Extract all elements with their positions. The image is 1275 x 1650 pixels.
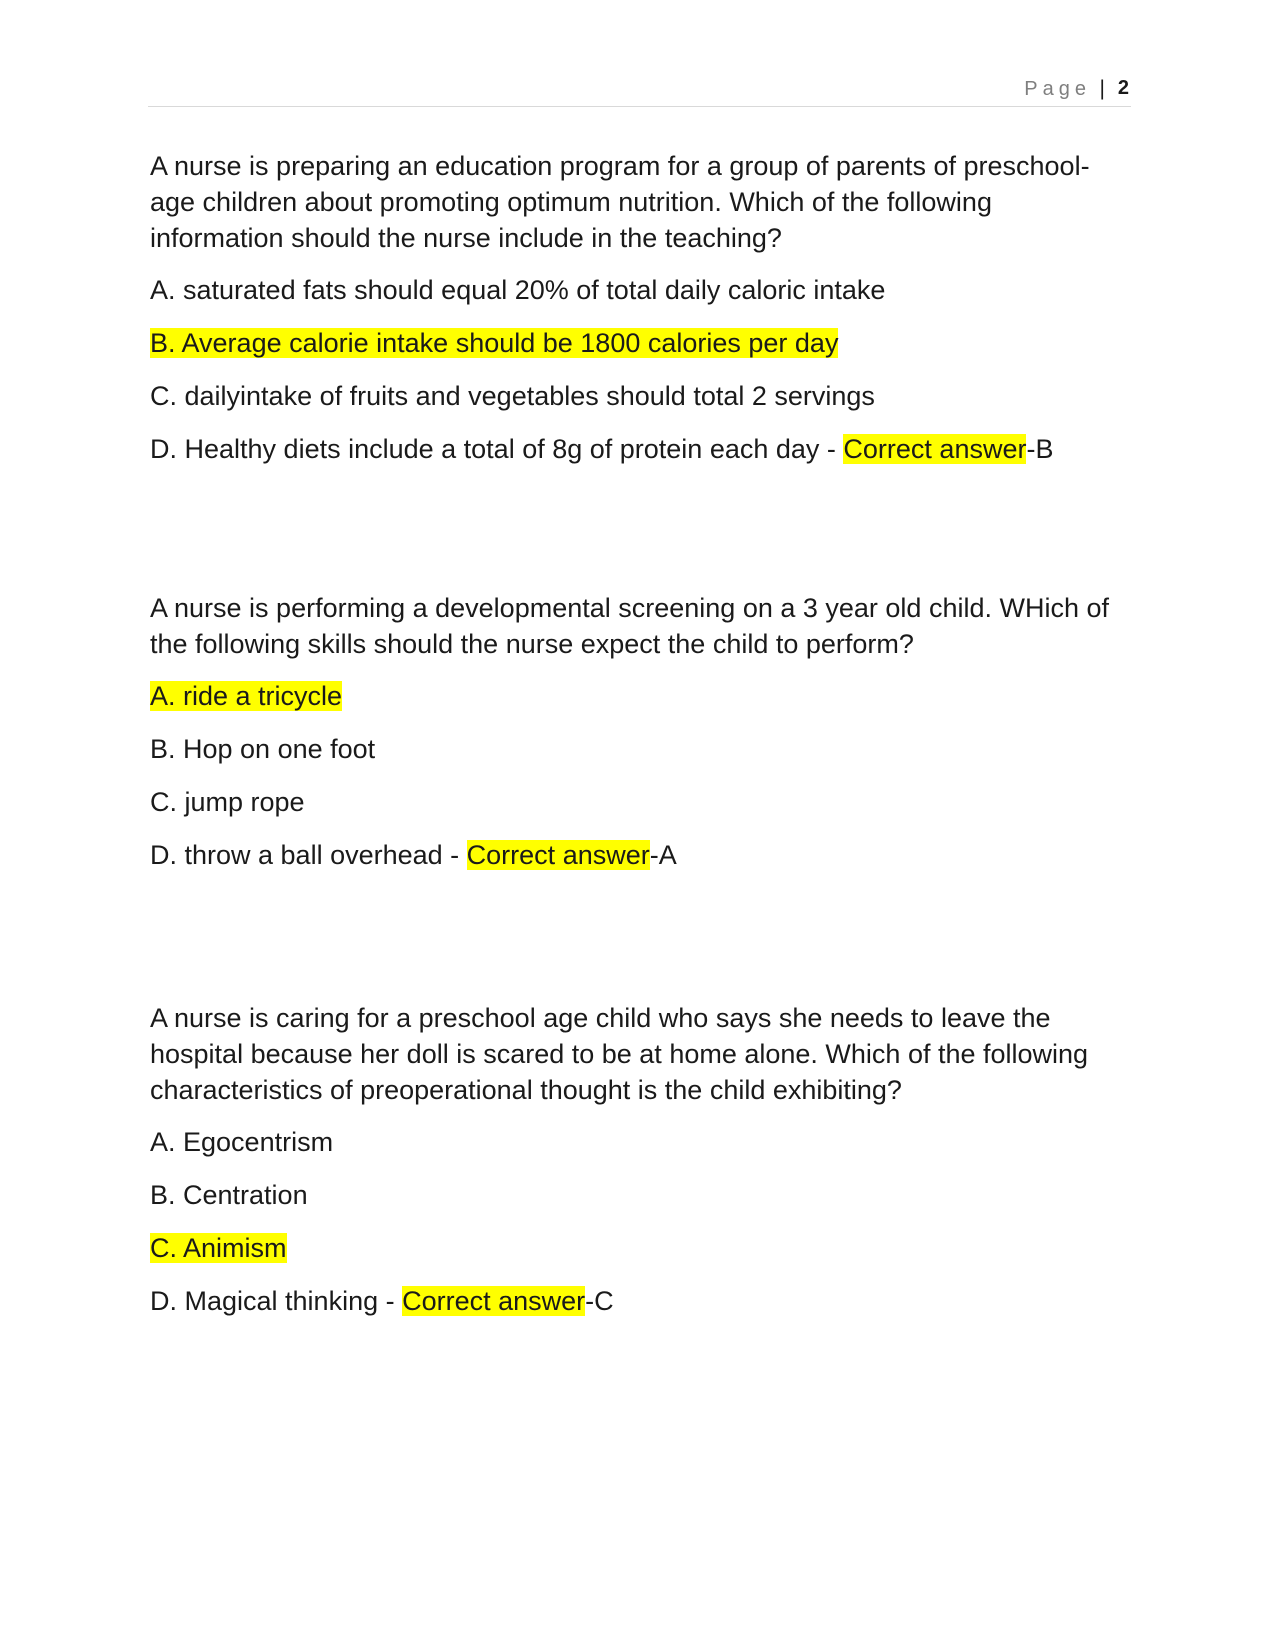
question-stem: A nurse is caring for a preschool age child who says she needs to leave the hospital because her doll is scared to be at home alone. Which of the following characteristics of preoperational thought is the child exhibiting? — [150, 1003, 1089, 1105]
option-b — [150, 1177, 1130, 1213]
spacer — [150, 484, 1130, 590]
option-text: C. dailyintake of fruits and vegetables should total 2 servings — [150, 381, 875, 411]
question-2 — [150, 590, 1130, 873]
option-text: B. Hop on one foot — [150, 734, 376, 764]
page-separator: | — [1099, 77, 1105, 100]
question-3 — [150, 1000, 1130, 1319]
option-b — [150, 325, 1130, 361]
question-1 — [150, 148, 1130, 467]
option-a — [150, 272, 1130, 308]
option-a — [150, 1124, 1130, 1160]
correct-answer-value: -C — [585, 1286, 614, 1316]
option-text: B. Centration — [150, 1180, 308, 1210]
option-a — [150, 678, 1130, 714]
option-text-highlighted: B. Average calorie intake should be 1800 calories per day — [150, 328, 839, 358]
option-text: C. jump rope — [150, 787, 305, 817]
correct-answer-value: -B — [1026, 434, 1054, 464]
page-number: 2 — [1117, 77, 1129, 99]
question-stem: A nurse is performing a developmental screening on a 3 year old child. WHich of the following skills should the nurse expect the child to perform? — [150, 593, 1110, 659]
option-text: A. Egocentrism — [150, 1127, 334, 1157]
option-text: D. Healthy diets include a total of 8g of protein each day - — [150, 434, 844, 464]
option-text: D. Magical thinking - — [150, 1286, 403, 1316]
correct-answer-label: Correct answer — [843, 434, 1027, 464]
page-header — [148, 72, 1131, 107]
option-d — [150, 1283, 1130, 1319]
option-text-highlighted: C. Animism — [150, 1233, 287, 1263]
option-c — [150, 1230, 1130, 1266]
correct-answer-label: Correct answer — [466, 840, 650, 870]
question-stem: A nurse is preparing an education program for a group of parents of preschool-age children about promoting optimum nutrition. Which of the following information should the nurse include in the teaching? — [150, 151, 1090, 253]
page-label: Page — [1024, 78, 1091, 100]
document-body — [150, 148, 1130, 1336]
option-c — [150, 378, 1130, 414]
option-d — [150, 431, 1130, 467]
option-b — [150, 731, 1130, 767]
option-d — [150, 837, 1130, 873]
correct-answer-label: Correct answer — [402, 1286, 586, 1316]
option-text: D. throw a ball overhead - — [150, 840, 467, 870]
option-c — [150, 784, 1130, 820]
spacer — [150, 890, 1130, 1000]
correct-answer-value: -A — [649, 840, 677, 870]
option-text-highlighted: A. ride a tricycle — [150, 681, 343, 711]
option-text: A. saturated fats should equal 20% of total daily caloric intake — [150, 275, 886, 305]
